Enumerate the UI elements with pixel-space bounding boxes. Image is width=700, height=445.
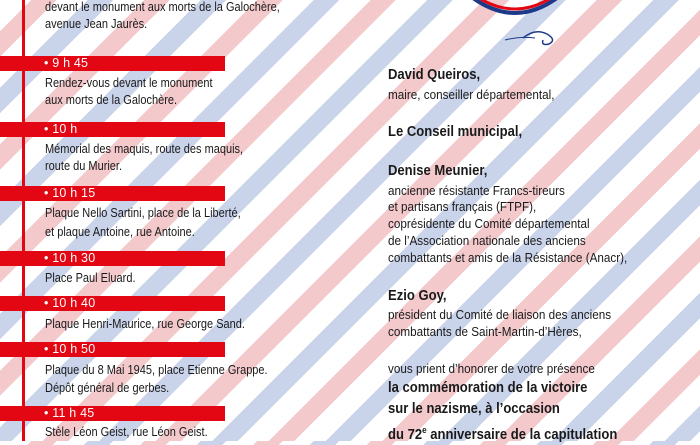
- schedule-desc: Plaque Nello Sartini, place de la Liberté,: [45, 206, 241, 220]
- schedule-desc: aux morts de la Galochère.: [45, 93, 178, 107]
- schedule-time: • 10 h 30: [0, 251, 225, 266]
- schedule-desc: Stèle Léon Geist, rue Léon Geist.: [45, 425, 208, 439]
- headline-line-1: la commémoration de la victoire: [388, 380, 588, 396]
- goy-line: combattants de Saint-Martin-d’Hères,: [388, 324, 582, 339]
- schedule-time: • 11 h 45: [0, 406, 225, 421]
- schedule-time: • 10 h 50: [0, 342, 225, 357]
- meunier-line: de l’Association nationale des anciens: [388, 233, 586, 248]
- schedule-desc: Place Paul Eluard.: [45, 271, 136, 285]
- schedule-time: • 9 h 45: [0, 56, 225, 71]
- schedule-desc: route du Murier.: [45, 159, 123, 173]
- intro-line-2: avenue Jean Jaurès.: [45, 17, 148, 31]
- council-label: Le Conseil municipal,: [388, 124, 523, 140]
- headline-line-3: du 72e anniversaire de la capitulation: [388, 425, 618, 443]
- schedule-time: • 10 h 40: [0, 296, 225, 311]
- municipal-logo: [465, 0, 565, 48]
- schedule-desc: Plaque Henri-Maurice, rue George Sand.: [45, 317, 245, 331]
- headline-line-2: sur le nazisme, à l’occasion: [388, 401, 560, 417]
- goy-name: Ezio Goy,: [388, 288, 447, 304]
- meunier-line: coprésidente du Comité départemental: [388, 216, 590, 231]
- schedule-desc: Rendez-vous devant le monument: [45, 76, 213, 90]
- schedule-desc: Mémorial des maquis, route des maquis,: [45, 142, 244, 156]
- schedule-time: • 10 h 15: [0, 186, 225, 201]
- meunier-line: et partisans français (FTPF),: [388, 199, 537, 214]
- goy-line: président du Comité de liaison des anciens: [388, 307, 612, 322]
- intro-line-1: devant le monument aux morts de la Galochère,: [45, 0, 280, 14]
- schedule-desc: et plaque Antoine, rue Antoine.: [45, 225, 195, 239]
- schedule-desc: Plaque du 8 Mai 1945, place Etienne Grappe.: [45, 363, 268, 377]
- meunier-name: Denise Meunier,: [388, 163, 488, 179]
- mayor-title: maire, conseiller départemental,: [388, 87, 555, 102]
- schedule-desc: Dépôt général de gerbes.: [45, 381, 170, 395]
- schedule-time: • 10 h: [0, 122, 225, 137]
- invite-text: vous prient d’honorer de votre présence: [388, 361, 595, 376]
- meunier-line: ancienne résistante Francs-tireurs: [388, 183, 565, 198]
- mayor-name: David Queiros,: [388, 67, 481, 83]
- meunier-line: combattants et amis de la Résistance (Anacr),: [388, 250, 628, 265]
